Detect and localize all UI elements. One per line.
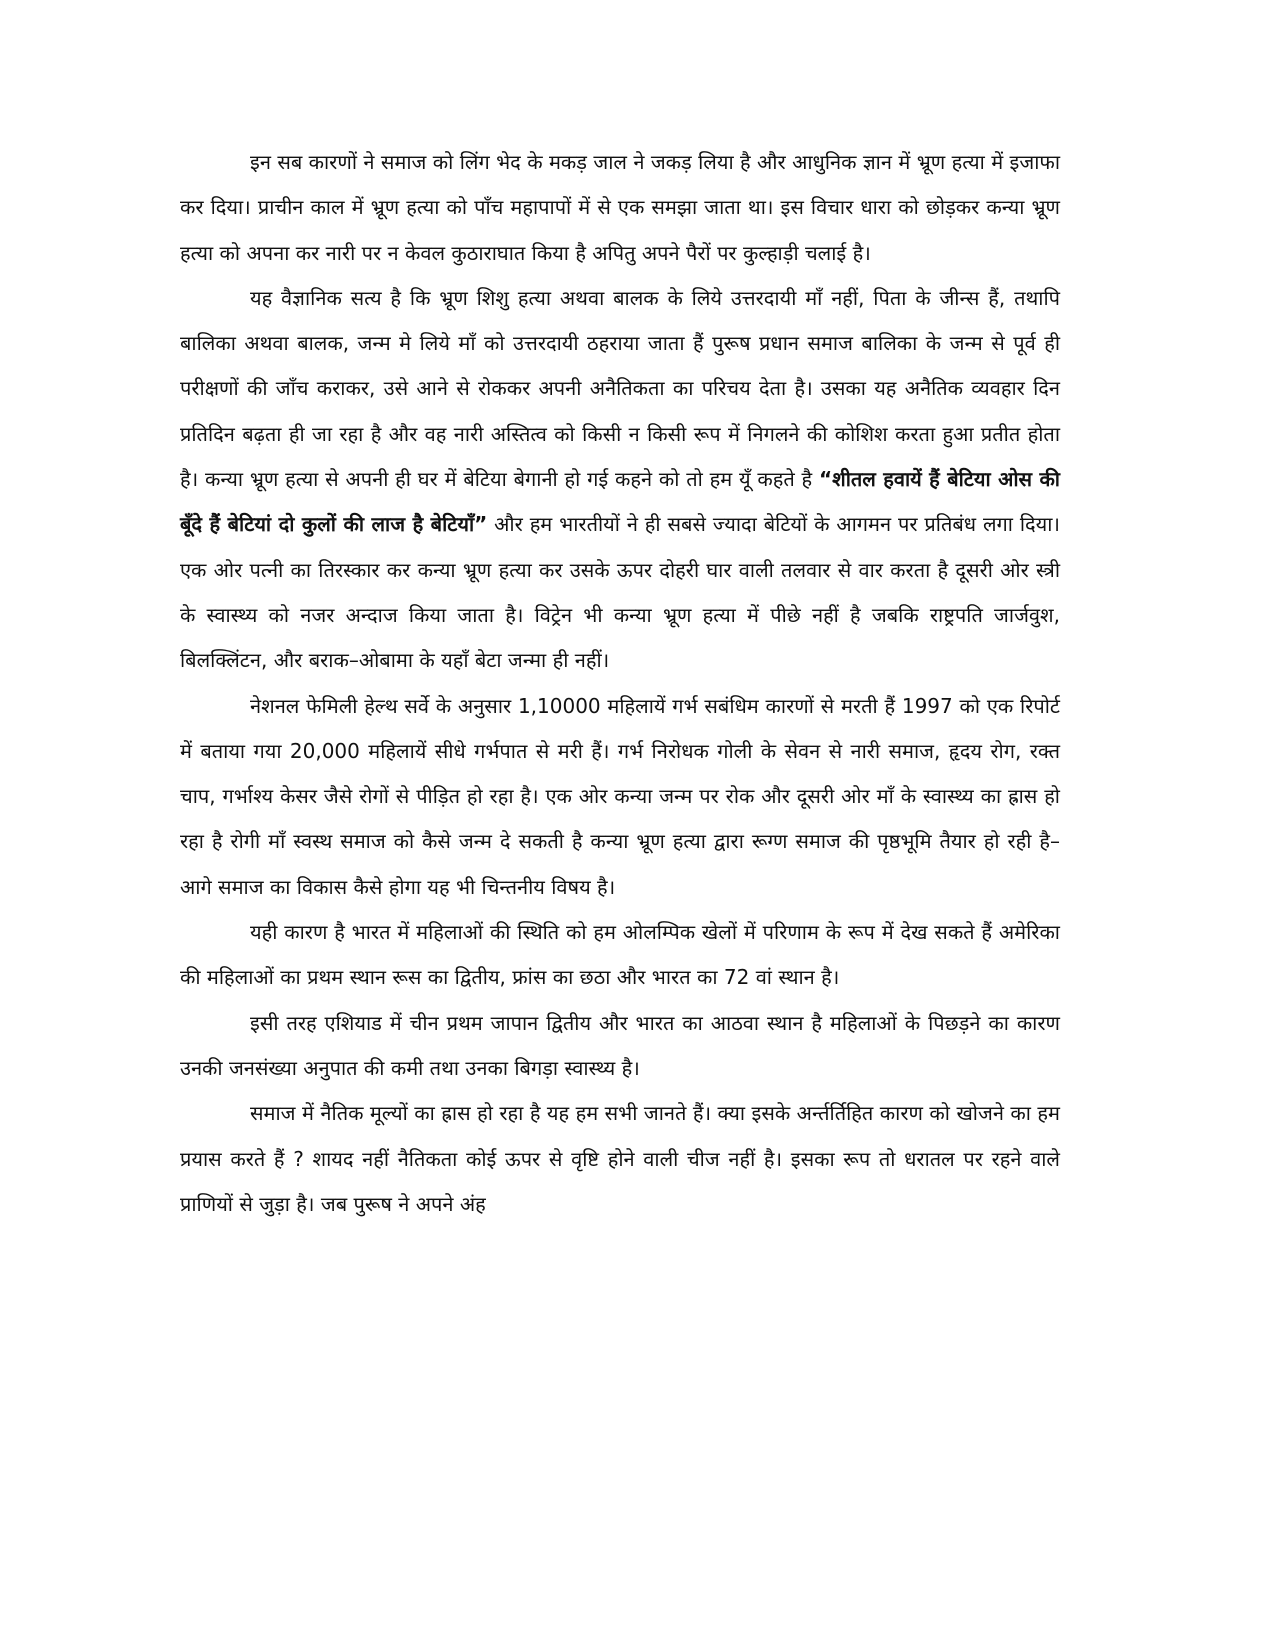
bold-quote: “शीतल हवायें हैं बेटिया ओस की बूँदे हैं बेटियां दो कुलों की लाज है बेटियाँ” — [180, 467, 1060, 537]
paragraph-3: नेशनल फेमिली हेल्थ सर्वे के अनुसार 1,10000 महिलायें गर्भ सबंधिम कारणों से मरती हैं 1997 को एक रिपोर्ट में बताया गया 20,000 महिलायें सीधे गर्भपात से मरी हैं। गर्भ निरोधक गोली के सेवन से नारी समाज, हृदय रोग, रक्त चाप, गर्भाश्य केसर जैसे रोगों से पीड़ित हो रहा है। एक ओर कन्या जन्म पर रोक और दूसरी ओर माँ के स्वास्थ्य का ह्रास हो रहा है रोगी माँ स्वस्थ समाज को कैसे जन्म दे सकती है कन्या भ्रूण हत्या द्वारा रूग्ण समाज की पृष्ठभूमि तैयार हो रही है– आगे समाज का विकास कैसे होगा यह भी चिन्तनीय विषय है। — [180, 693, 1060, 899]
paragraph-5: इसी तरह एशियाड में चीन प्रथम जापान द्वितीय और भारत का आठवा स्थान है महिलाओं के पिछड़ने का कारण उनकी जनसंख्या अनुपात की कमी तथा उनका बिगड़ा स्वास्थ्य है। — [180, 1010, 1060, 1080]
paragraph-2-text-after: और हम भारतीयों ने ही सबसे ज्यादा बेटियों के आगमन पर प्रतिबंध लगा दिया। एक ओर पत्नी का तिरस्कार कर कन्या भ्रूण हत्या कर उसके ऊपर दोहरी घार वाली तलवार से वार करता है दूसरी ओर स्त्री के स्वास्थ्य को नजर अन्दाज किया जाता है। विट्रेन भी कन्या भ्रूण हत्या में पीछे नहीं है जबकि राष्ट्रपति जार्जवुश, बिलक्लिंटन, और बराक–ओबामा के यहाँ बेटा जन्मा ही नहीं। — [180, 512, 1060, 673]
paragraph-2 — [180, 276, 1060, 684]
document-body — [180, 140, 1060, 1227]
paragraph-2-text-before: यह वैज्ञानिक सत्य है कि भ्रूण शिशु हत्या अथवा बालक के लिये उत्तरदायी माँ नहीं, पिता के जीन्स हैं, तथापि बालिका अथवा बालक, जन्म मे लिये माँ को उत्तरदायी ठहराया जाता हैं पुरूष प्रधान समाज बालिका के जन्म से पूर्व ही परीक्षणों की जाँच कराकर, उसे आने से रोककर अपनी अनैतिकता का परिचय देता है। उसका यह अनैतिक व्यवहार दिन प्रतिदिन बढ़ता ही जा रहा है और वह नारी अस्तित्व को किसी न किसी रूप में निगलने की कोशिश करता हुआ प्रतीत होता है। कन्या भ्रूण हत्या से अपनी ही घर में बेटिया बेगानी हो गई कहने को तो हम यूँ कहते है — [180, 285, 1060, 492]
paragraph-1: इन सब कारणों ने समाज को लिंग भेद के मकड़ जाल ने जकड़ लिया है और आधुनिक ज्ञान में भ्रूण हत्या में इजाफा कर दिया। प्राचीन काल में भ्रूण हत्या को पाँच महापापों में से एक समझा जाता था। इस विचार धारा को छोड़कर कन्या भ्रूण हत्या को अपना कर नारी पर न केवल कुठाराघात किया है अपितु अपने पैरों पर कुल्हाड़ी चलाई है। — [180, 150, 1060, 265]
paragraph-4: यही कारण है भारत में महिलाओं की स्थिति को हम ओलम्पिक खेलों में परिणाम के रूप में देख सकते हैं अमेरिका की महिलाओं का प्रथम स्थान रूस का द्वितीय, फ्रांस का छठा और भारत का 72 वां स्थान है। — [180, 920, 1060, 990]
paragraph-6: समाज में नैतिक मूल्यों का ह्रास हो रहा है यह हम सभी जानते हैं। क्या इसके अर्न्तर्तिहित कारण को खोजने का हम प्रयास करते हैं ? शायद नहीं नैतिकता कोई ऊपर से वृष्टि होने वाली चीज नहीं है। इसका रूप तो धरातल पर रहने वाले प्राणियों से जुड़ा है। जब पुरूष ने अपने अंह — [180, 1101, 1060, 1216]
